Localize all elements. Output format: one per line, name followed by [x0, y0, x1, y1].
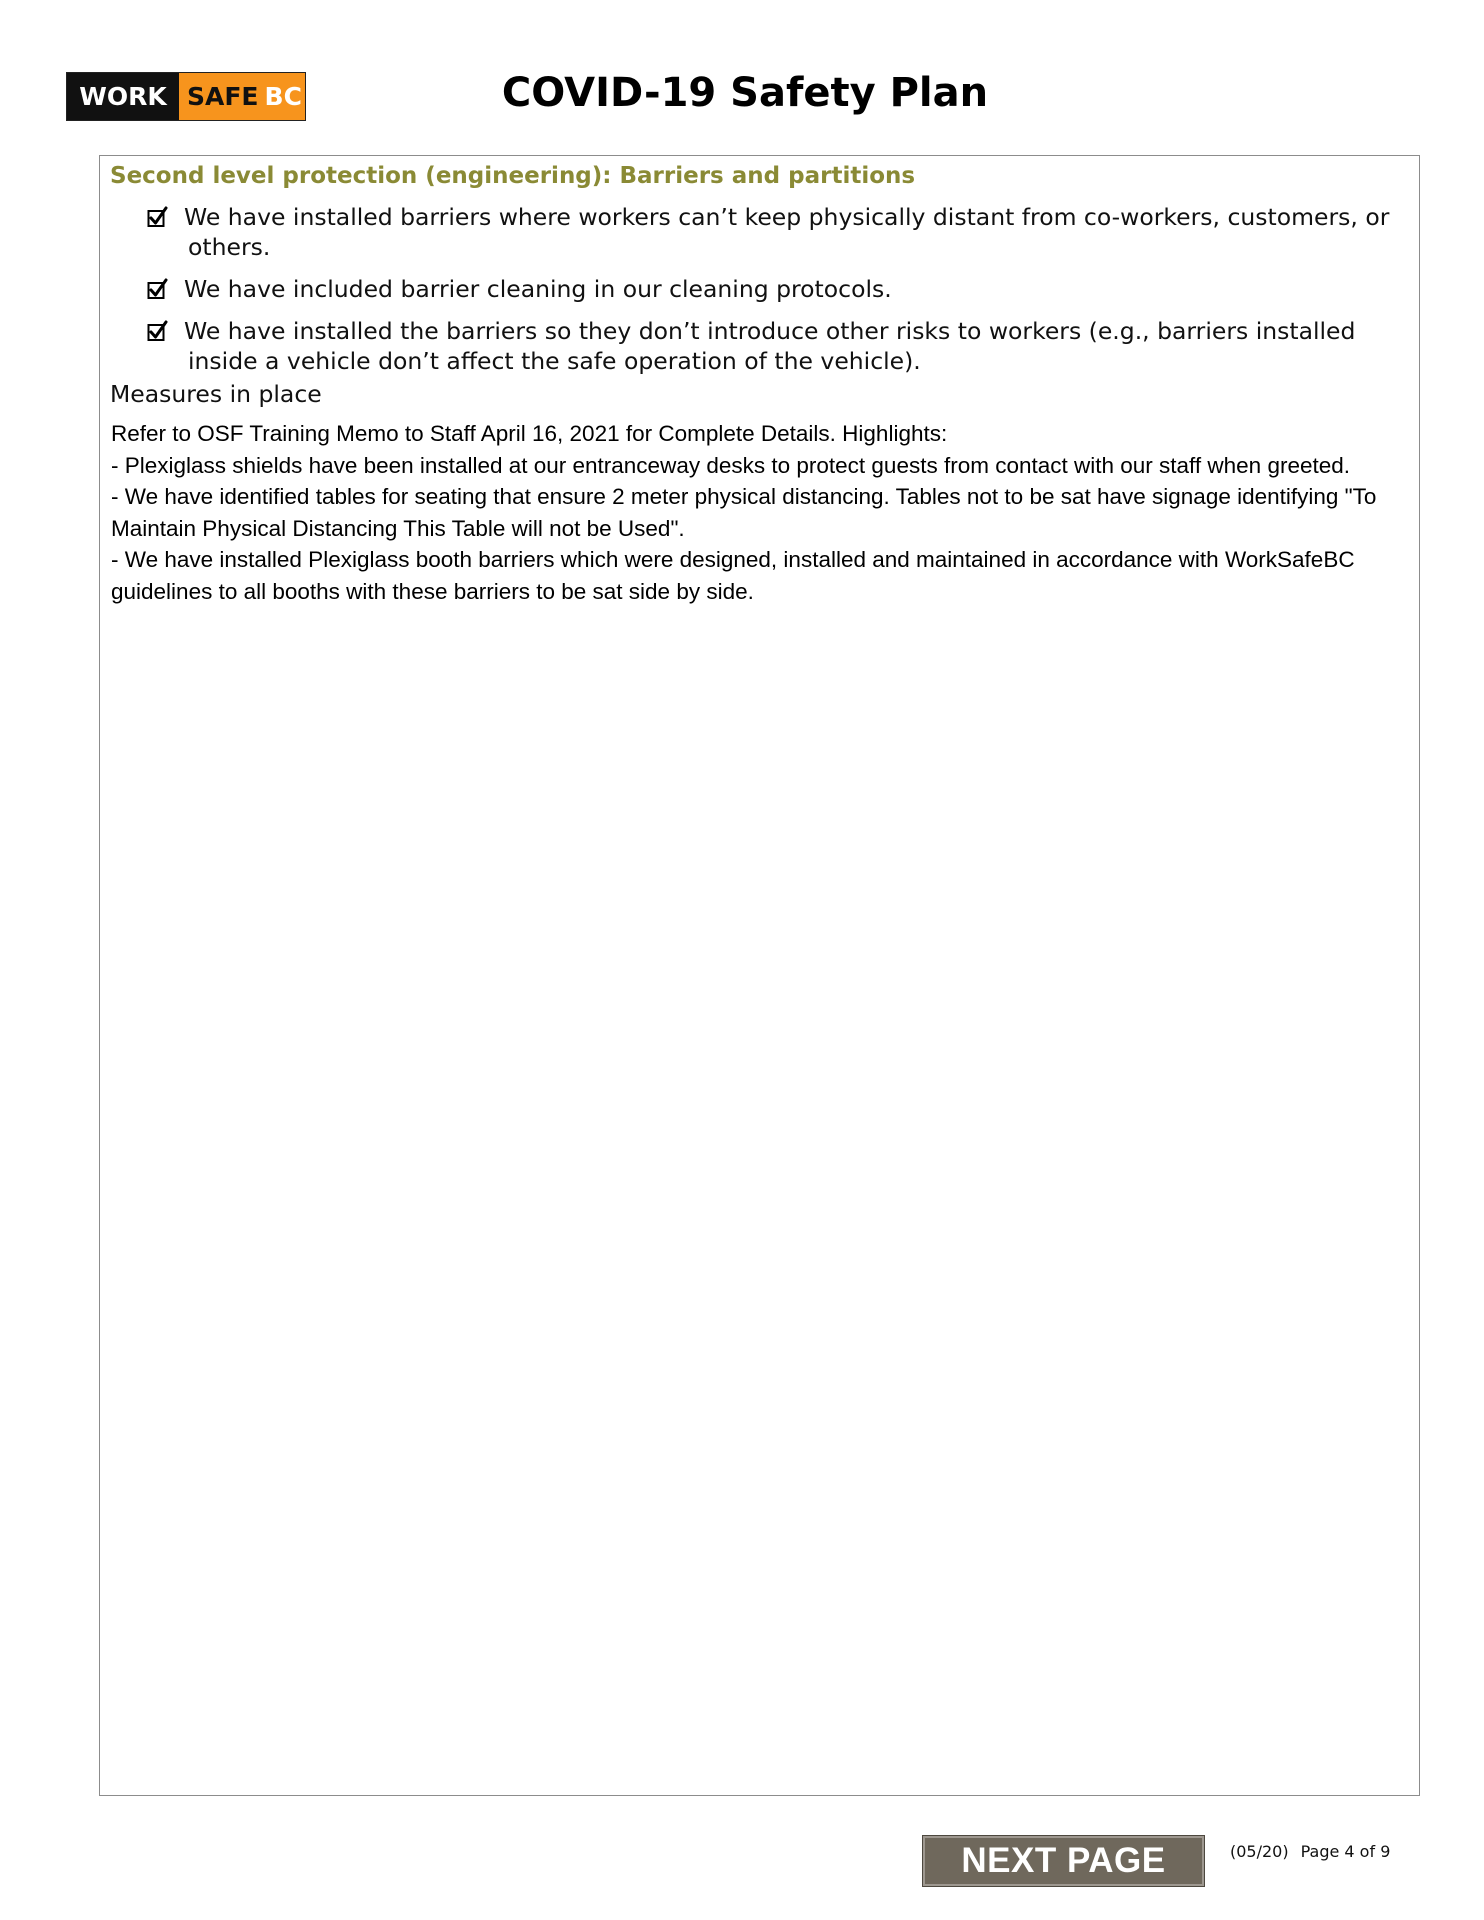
checkbox-checked-icon[interactable] — [144, 202, 172, 232]
barrier-checklist — [144, 202, 1404, 388]
measures-line: - Plexiglass shields have been installed at our entranceway desks to protect guests from contact with our staff when greeted. — [111, 452, 1351, 478]
page-number: Page 4 of 9 — [1300, 1842, 1391, 1861]
measures-line: Refer to OSF Training Memo to Staff April 16, 2021 for Complete Details. Highlights: — [111, 421, 948, 446]
checklist-item-text: We have included barrier cleaning in our cleaning protocols. — [184, 275, 892, 303]
logo-work-text: WORK — [67, 73, 179, 120]
worksafebc-logo — [66, 72, 306, 121]
checklist-item-text: We have installed barriers where workers can’t keep physically distant from co-workers, customers, or others. — [184, 203, 1390, 261]
page-footer — [1230, 1842, 1390, 1861]
page-title: COVID-19 Safety Plan — [501, 70, 989, 116]
logo-bc-text: BC — [264, 82, 302, 111]
checklist-item-text: We have installed the barriers so they don’t introduce other risks to workers (e.g., barriers installed inside a vehicle don’t affect the safe operation of the vehicle). — [184, 317, 1356, 375]
checkbox-checked-icon[interactable] — [144, 274, 172, 304]
form-version: (05/20) — [1230, 1842, 1289, 1861]
logo-safe-block — [179, 73, 305, 120]
measures-line: - We have installed Plexiglass booth barriers which were designed, installed and maintained in accordance with WorkSafeBC guidelines to all booths with these barriers to be sat side by side. — [111, 547, 1355, 604]
logo-safe-text: SAFE — [187, 82, 259, 111]
next-page-button[interactable]: NEXT PAGE — [923, 1836, 1204, 1886]
measures-text-area[interactable] — [111, 418, 1406, 607]
checklist-item — [144, 316, 1404, 376]
measures-label: Measures in place — [110, 380, 322, 408]
section-heading: Second level protection (engineering): Barriers and partitions — [110, 163, 916, 189]
checklist-item — [144, 202, 1404, 262]
measures-line: - We have identified tables for seating that ensure 2 meter physical distancing. Tables not to be sat have signage identifying "To Maintain Physical Distancing This Table will not be Used". — [111, 484, 1377, 541]
checklist-item — [144, 274, 1404, 304]
checkbox-checked-icon[interactable] — [144, 316, 172, 346]
barriers-section — [99, 155, 1420, 1796]
